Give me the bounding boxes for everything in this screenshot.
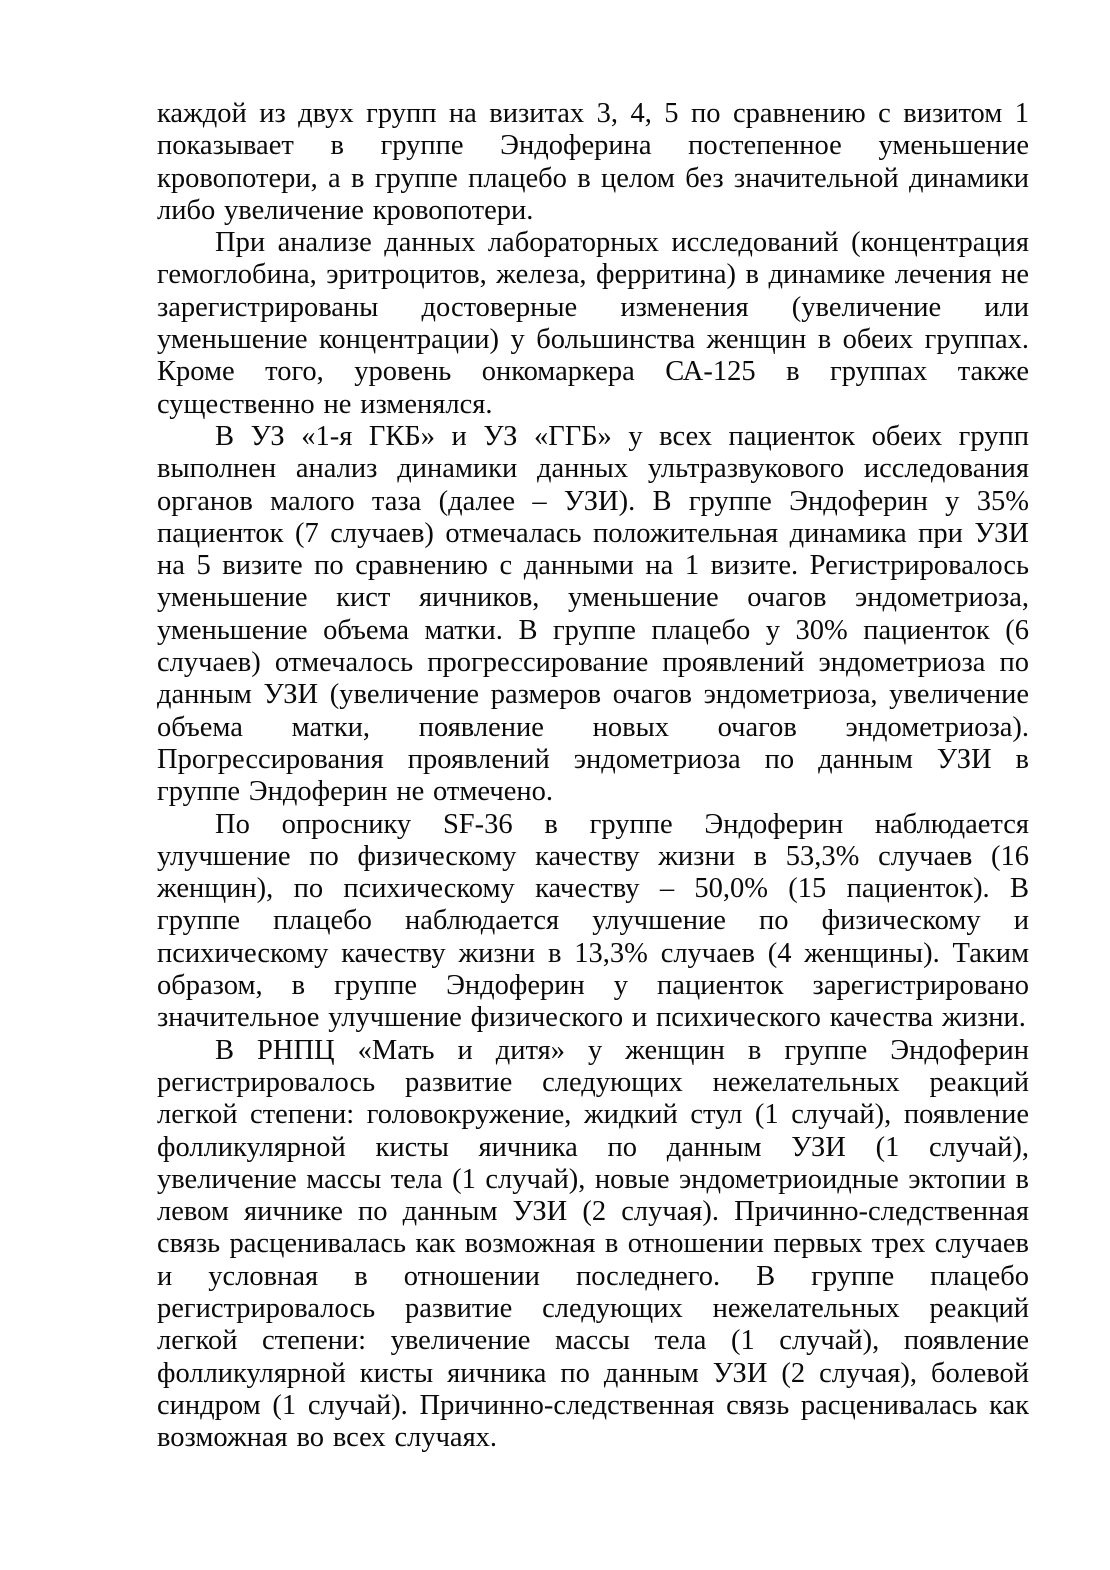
text-block bbox=[157, 98, 1029, 1454]
paragraph-sf36-quality-of-life: По опроснику SF-36 в группе Эндоферин наблюдается улучшение по физическому качеству жизни в 53,3% случаев (16 женщин), по психическому качеству – 50,0% (15 пациенток). В группе плацебо наблюдается улучшение по физическому и психическому качеству жизни в 13,3% случаев (4 женщины). Таким образом, в группе Эндоферин у пациенток зарегистрировано значительное улучшение физического и психического качества жизни. bbox=[157, 808, 1029, 1034]
paragraph-ultrasound-results: В УЗ «1-я ГКБ» и УЗ «ГГБ» у всех пациенток обеих групп выполнен анализ динамики данных ультразвукового исследования органов малого таза (далее – УЗИ). В группе Эндоферин у 35% пациенток (7 случаев) отмечалась положительная динамика при УЗИ на 5 визите по сравнению с данными на 1 визите. Регистрировалось уменьшение кист яичников, уменьшение очагов эндометриоза, уменьшение объема матки. В группе плацебо у 30% пациенток (6 случаев) отмечалось прогрессирование проявлений эндометриоза по данным УЗИ (увеличение размеров очагов эндометриоза, увеличение объема матки, появление новых очагов эндометриоза). Прогрессирования проявлений эндометриоза по данным УЗИ в группе Эндоферин не отмечено. bbox=[157, 420, 1029, 808]
paragraph-adverse-reactions: В РНПЦ «Мать и дитя» у женщин в группе Эндоферин регистрировалось развитие следующих нежелательных реакций легкой степени: головокружение, жидкий стул (1 случай), появление фолликулярной кисты яичника по данным УЗИ (1 случай), увеличение массы тела (1 случай), новые эндометриоидные эктопии в левом яичнике по данным УЗИ (2 случая). Причинно-следственная связь расценивалась как возможная в отношении первых трех случаев и условная в отношении последнего. В группе плацебо регистрировалось развитие следующих нежелательных реакций легкой степени: увеличение массы тела (1 случай), появление фолликулярной кисты яичника по данным УЗИ (2 случая), болевой синдром (1 случай). Причинно-следственная связь расценивалась как возможная во всех случаях. bbox=[157, 1034, 1029, 1454]
paragraph-continuation: каждой из двух групп на визитах 3, 4, 5 по сравнению с визитом 1 показывает в группе Эндоферина постепенное уменьшение кровопотери, а в группе плацебо в целом без значительной динамики либо увеличение кровопотери. bbox=[157, 98, 1029, 226]
paragraph-lab-analysis: При анализе данных лабораторных исследований (концентрация гемоглобина, эритроцитов, железа, ферритина) в динамике лечения не зарегистрированы достоверные изменения (увеличение или уменьшение концентрации) у большинства женщин в обеих группах. Кроме того, уровень онкомаркера СА-125 в группах также существенно не изменялся. bbox=[157, 227, 1029, 420]
